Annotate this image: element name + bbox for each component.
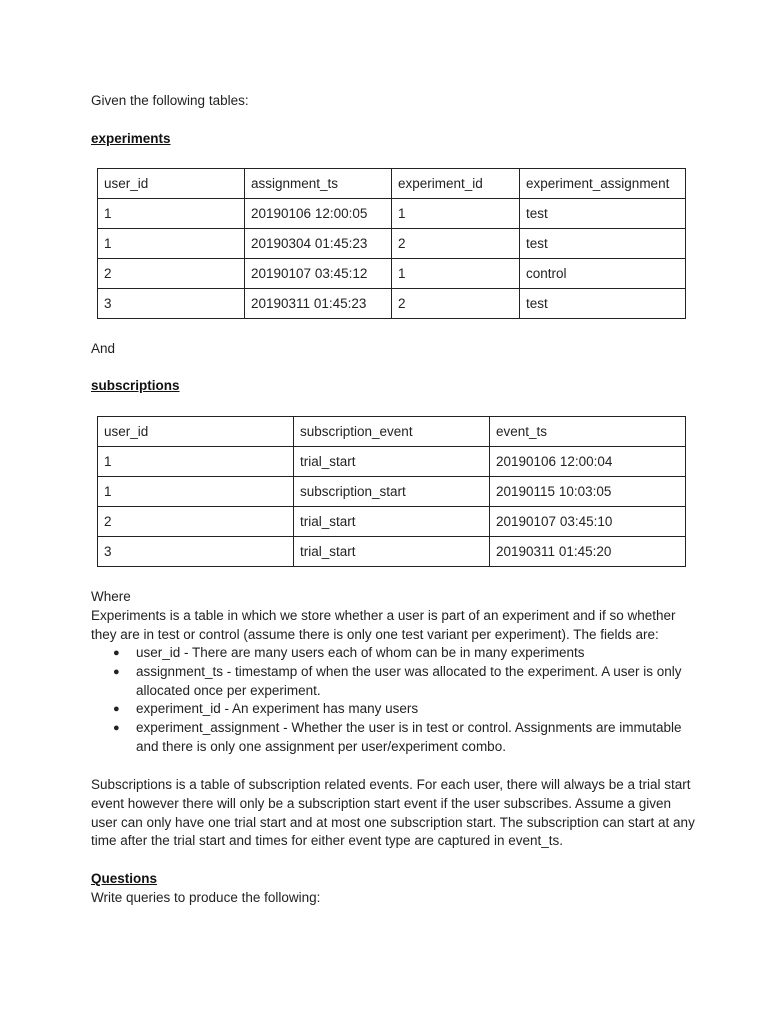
list-item xyxy=(91,644,711,663)
list-item-text: experiment_id - An experiment has many users xyxy=(136,701,419,717)
table-cell: test xyxy=(520,289,686,319)
experiments-description-line: Experiments is a table in which we store whether a user is part of an experiment and if so whether xyxy=(91,607,676,623)
table-cell: 1 xyxy=(392,259,520,289)
list-item-text: allocated once per experiment. xyxy=(136,682,321,698)
table-cell: trial_start xyxy=(294,507,490,537)
bullet-icon: ● xyxy=(113,647,120,659)
table-cell: 20190106 12:00:04 xyxy=(490,447,686,477)
table-cell: 1 xyxy=(98,447,294,477)
questions-section xyxy=(91,870,721,908)
list-item xyxy=(91,719,711,757)
subscriptions-description-line: event however there will only be a subscription start event if the user subscribes. Assume a given xyxy=(91,795,672,811)
experiments-description-line: they are in test or control (assume there is only one test variant per experiment). The fields are: xyxy=(91,626,659,642)
subscriptions-description-line: Subscriptions is a table of subscription related events. For each user, there will always be a trial start xyxy=(91,777,691,792)
table-cell: 20190311 01:45:20 xyxy=(490,537,686,567)
list-item xyxy=(91,700,711,719)
column-header: user_id xyxy=(98,169,245,199)
subscriptions-description-line: user can only have one trial start and at most one subscription start. The subscription can start at any xyxy=(91,814,695,830)
table-cell: 2 xyxy=(392,229,520,259)
questions-heading: Questions xyxy=(91,871,158,886)
table-cell: 1 xyxy=(98,477,294,507)
table-row xyxy=(98,447,686,477)
bullet-icon: ● xyxy=(113,703,120,716)
column-header: experiment_assignment xyxy=(520,169,686,199)
bullet-icon: ● xyxy=(113,665,120,678)
column-header: subscription_event xyxy=(294,417,490,447)
subscriptions-heading: subscriptions xyxy=(91,378,180,393)
table-cell: trial_start xyxy=(294,537,490,567)
table-cell: trial_start xyxy=(294,447,490,477)
table-cell: 20190304 01:45:23 xyxy=(245,229,392,259)
column-header: experiment_id xyxy=(392,169,520,199)
table-row xyxy=(98,477,686,507)
table-cell: 20190115 10:03:05 xyxy=(490,477,686,507)
table-row xyxy=(98,259,686,289)
column-header: assignment_ts xyxy=(245,169,392,199)
table-cell: 20190107 03:45:10 xyxy=(490,507,686,537)
table-cell: 20190107 03:45:12 xyxy=(245,259,392,289)
table-cell: subscription_start xyxy=(294,477,490,507)
where-label: Where xyxy=(91,589,131,604)
table-cell: 1 xyxy=(98,229,245,259)
subscriptions-table xyxy=(97,416,686,567)
table-row xyxy=(98,229,686,259)
experiments-heading: experiments xyxy=(91,131,171,146)
table-cell: 2 xyxy=(98,507,294,537)
intro-text: Given the following tables: xyxy=(91,93,249,108)
table-row xyxy=(98,537,686,567)
where-section xyxy=(91,588,721,644)
table-cell: 2 xyxy=(98,259,245,289)
table-row xyxy=(98,289,686,319)
table-cell: 2 xyxy=(392,289,520,319)
questions-prompt: Write queries to produce the following: xyxy=(91,889,321,905)
list-item xyxy=(91,663,711,701)
list-item-text: user_id - There are many users each of whom can be in many experiments xyxy=(136,645,585,660)
table-cell: 3 xyxy=(98,537,294,567)
list-item-text: experiment_assignment - Whether the user is in test or control. Assignments are immutable xyxy=(136,720,682,736)
bullet-icon: ● xyxy=(113,722,120,735)
column-header: user_id xyxy=(98,417,294,447)
table-row xyxy=(98,507,686,537)
list-item-text: assignment_ts - timestamp of when the user was allocated to the experiment. A user is only xyxy=(136,663,682,679)
list-item-text: and there is only one assignment per user/experiment combo. xyxy=(136,738,506,754)
table-cell: 1 xyxy=(98,199,245,229)
table-cell: 20190106 12:00:05 xyxy=(245,199,392,229)
experiments-table xyxy=(97,168,686,319)
table-cell: control xyxy=(520,259,686,289)
table-cell: 20190311 01:45:23 xyxy=(245,289,392,319)
table-header-row xyxy=(98,169,686,199)
table-header-row xyxy=(98,417,686,447)
subscriptions-description xyxy=(91,776,721,851)
subscriptions-description-line: time after the trial start and times for either event type are captured in event_ts. xyxy=(91,833,563,849)
table-cell: 3 xyxy=(98,289,245,319)
table-cell: test xyxy=(520,199,686,229)
table-cell: test xyxy=(520,229,686,259)
and-text: And xyxy=(91,341,116,356)
field-list xyxy=(91,644,711,757)
column-header: event_ts xyxy=(490,417,686,447)
table-row xyxy=(98,199,686,229)
table-cell: 1 xyxy=(392,199,520,229)
